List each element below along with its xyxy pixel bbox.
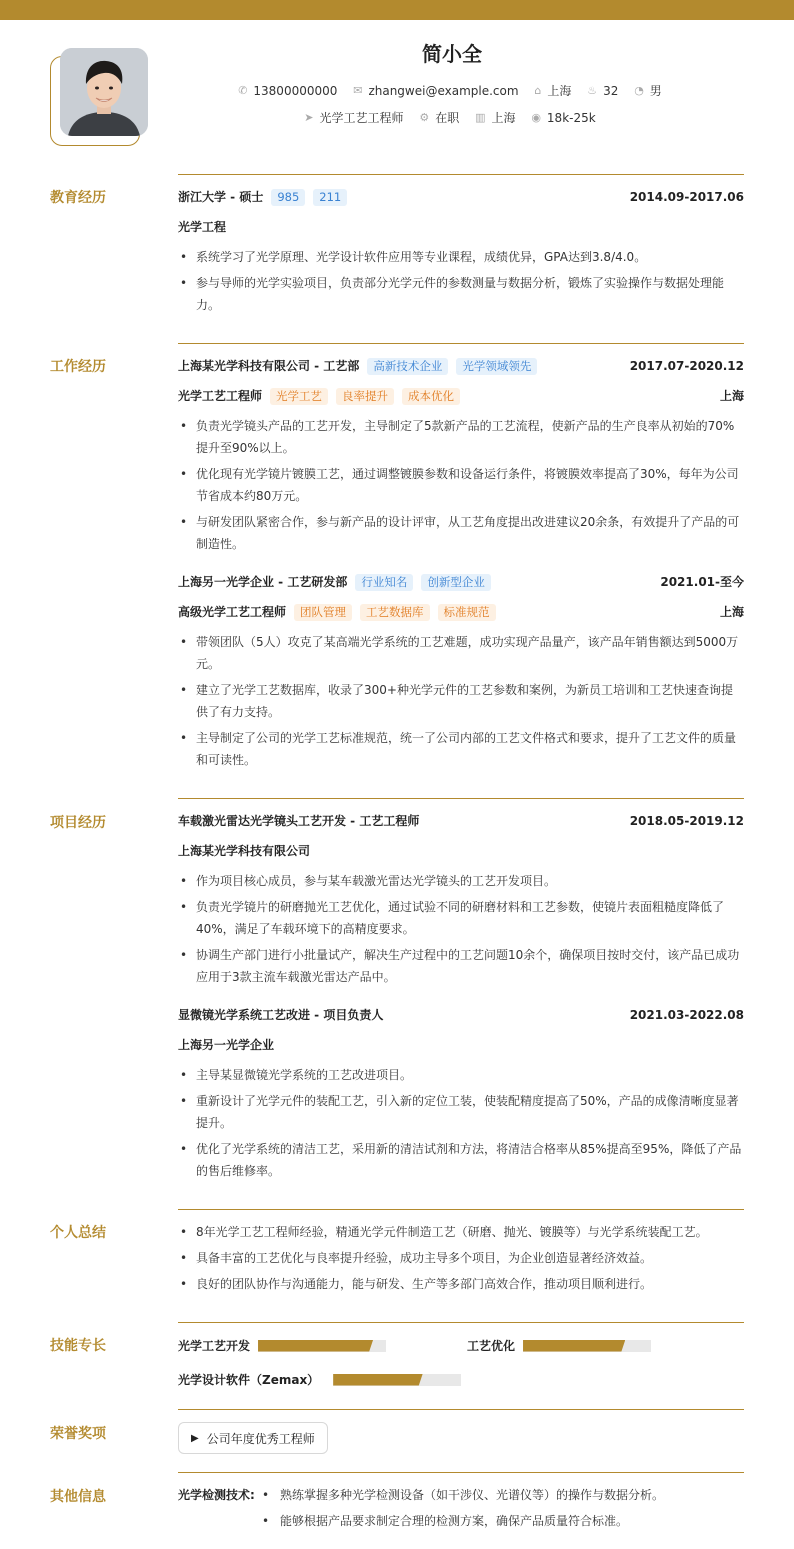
list-item: • 建立了光学工艺数据库，收录了300+种光学元件的工艺参数和案例，为新员工培训和工艺快速查询提供了有力支持。 bbox=[178, 679, 744, 723]
candidate-name: 简小全 bbox=[422, 42, 482, 66]
skill-tag: 工艺数据库 bbox=[360, 604, 430, 621]
home-icon: ⌂ bbox=[534, 84, 542, 97]
job-item bbox=[304, 109, 403, 126]
project-1-company bbox=[178, 842, 744, 860]
cake-icon: ♨ bbox=[587, 84, 598, 97]
email-text: zhangwei@example.com bbox=[368, 83, 519, 98]
skill-bar bbox=[523, 1340, 651, 1352]
list-item: • 带领团队（5人）攻克了某高端光学系统的工艺难题，成功实现产品量产，该产品年销售额达到5000万元。 bbox=[178, 631, 744, 675]
list-item: • 系统学习了光学原理、光学设计软件应用等专业课程，成绩优异，GPA达到3.8/4.0。 bbox=[178, 246, 744, 268]
skills-title: 技能专长 bbox=[50, 1338, 106, 1354]
target-city-text: 上海 bbox=[491, 111, 516, 125]
school-tag: 985 bbox=[271, 189, 305, 206]
education-divider bbox=[178, 174, 744, 175]
skill-bar-fill bbox=[333, 1374, 423, 1386]
target-city-item bbox=[475, 109, 515, 126]
skill-bar-fill bbox=[258, 1340, 373, 1352]
salary-item bbox=[531, 111, 595, 125]
skill-bar bbox=[333, 1374, 461, 1386]
salary-text: 18k-25k bbox=[546, 110, 596, 125]
work-2-title-row bbox=[178, 603, 744, 621]
skill-tag: 光学工艺 bbox=[270, 388, 328, 405]
skill-name: 光学工艺开发 bbox=[178, 1339, 251, 1353]
coin-icon: ◉ bbox=[531, 111, 541, 124]
list-item: • 参与导师的光学实验项目，负责部分光学元件的参数测量与数据分析，锻炼了实验操作与数据处理能力。 bbox=[178, 272, 744, 316]
skill-bar-fill bbox=[523, 1340, 625, 1352]
list-item: • 协调生产部门进行小批量试产，解决生产过程中的工艺问题10余个，确保项目按时交付，该产品已成功应用于3款主流车载激光雷达产品中。 bbox=[178, 944, 744, 988]
work-1-title-row bbox=[178, 387, 744, 405]
city-text: 上海 bbox=[547, 84, 572, 98]
work-period: 2021.01-至今 bbox=[660, 575, 744, 589]
skill-tag: 标准规范 bbox=[438, 604, 496, 621]
work-location: 上海 bbox=[719, 605, 744, 619]
company-tag: 光学领域领先 bbox=[456, 358, 537, 375]
email-item bbox=[353, 84, 518, 98]
work-title: 工作经历 bbox=[50, 359, 106, 375]
job-title: 光学工艺工程师 bbox=[178, 389, 263, 403]
gender-text: 男 bbox=[649, 84, 662, 98]
award-name: 公司年度优秀工程师 bbox=[206, 1431, 315, 1446]
project-period: 2018.05-2019.12 bbox=[629, 814, 744, 828]
mail-icon: ✉ bbox=[353, 84, 363, 97]
list-item: • 主导制定了公司的光学工艺标准规范，统一了公司内部的工艺文件格式和要求，提升了工艺文件的质量和可读性。 bbox=[178, 727, 744, 771]
phone-text: 13800000000 bbox=[253, 83, 338, 98]
send-icon: ➤ bbox=[304, 111, 314, 124]
status-text: 在职 bbox=[435, 111, 460, 125]
work-divider bbox=[178, 343, 744, 344]
skill-item bbox=[178, 1371, 461, 1388]
skill-name: 工艺优化 bbox=[467, 1339, 516, 1353]
honors-title: 荣誉奖项 bbox=[50, 1426, 106, 1442]
job-intent-row bbox=[150, 109, 750, 126]
list-item: • 熟练掌握多种光学检测设备（如干涉仪、光谱仪等）的操作与数据分析。 bbox=[262, 1486, 742, 1504]
project-company: 上海另一光学企业 bbox=[178, 1038, 275, 1052]
list-item: • 与研发团队紧密合作，参与新产品的设计评审，从工艺角度提出改进建议20余条，有效提升了产品的可制造性。 bbox=[178, 511, 744, 555]
skill-tag: 团队管理 bbox=[294, 604, 352, 621]
work-2-header bbox=[178, 573, 744, 591]
list-item: • 良好的团队协作与沟通能力，能与研发、生产等多部门高效合作，推动项目顺利进行。 bbox=[178, 1273, 744, 1295]
company-name: 上海某光学科技有限公司 - 工艺部 bbox=[178, 359, 360, 373]
skill-item bbox=[178, 1337, 386, 1354]
skill-item bbox=[467, 1337, 651, 1354]
project-1-header bbox=[178, 812, 744, 830]
city-item bbox=[534, 82, 571, 99]
project-company: 上海某光学科技有限公司 bbox=[178, 844, 311, 858]
skill-name: 光学设计软件（Zemax） bbox=[178, 1373, 320, 1387]
list-item: • 负责光学镜头产品的工艺开发，主导制定了5款新产品的工艺流程，使新产品的生产良率从初始的70%提升至90%以上。 bbox=[178, 415, 744, 459]
list-item: • 作为项目核心成员，参与某车载激光雷达光学镜头的工艺开发项目。 bbox=[178, 870, 744, 892]
project-period: 2021.03-2022.08 bbox=[629, 1008, 744, 1022]
list-item: • 负责光学镜片的研磨抛光工艺优化，通过试验不同的研磨材料和工艺参数，使镜片表面粗糙度降低了40%，满足了车载环境下的高精度要求。 bbox=[178, 896, 744, 940]
honors-divider bbox=[178, 1409, 744, 1410]
skill-tag: 良率提升 bbox=[336, 388, 394, 405]
project-title: 项目经历 bbox=[50, 815, 106, 831]
company-name: 上海另一光学企业 - 工艺研发部 bbox=[178, 575, 348, 589]
list-item: • 优化了光学系统的清洁工艺，采用新的清洁试剂和方法，将清洁合格率从85%提高至95%，降低了产品的售后维修率。 bbox=[178, 1138, 744, 1182]
award-badge bbox=[178, 1422, 328, 1454]
skill-bar bbox=[258, 1340, 386, 1352]
gender-item bbox=[634, 82, 662, 99]
job-text: 光学工艺工程师 bbox=[319, 111, 404, 125]
summary-divider bbox=[178, 1209, 744, 1210]
school-name: 浙江大学 - 硕士 bbox=[178, 190, 264, 204]
project-name: 显微镜光学系统工艺改进 - 项目负责人 bbox=[178, 1008, 384, 1022]
gear-icon: ⚙ bbox=[419, 111, 430, 124]
age-text: 32 bbox=[603, 83, 619, 98]
major-name: 光学工程 bbox=[178, 220, 227, 234]
gender-icon: ◔ bbox=[634, 84, 644, 97]
work-location: 上海 bbox=[719, 389, 744, 403]
education-period: 2014.09-2017.06 bbox=[629, 190, 744, 204]
list-item: • 主导某显微镜光学系统的工艺改进项目。 bbox=[178, 1064, 744, 1086]
list-item: • 优化现有光学镜片镀膜工艺，通过调整镀膜参数和设备运行条件，将镀膜效率提高了30%，每年为公司节省成本约80万元。 bbox=[178, 463, 744, 507]
other-divider bbox=[178, 1472, 744, 1473]
list-item: • 具备丰富的工艺优化与良率提升经验，成功主导多个项目，为企业创造显著经济效益。 bbox=[178, 1247, 744, 1269]
summary-title: 个人总结 bbox=[50, 1225, 106, 1241]
project-divider bbox=[178, 798, 744, 799]
list-item: • 能够根据产品要求制定合理的检测方案，确保产品质量符合标准。 bbox=[262, 1512, 742, 1530]
school-tag: 211 bbox=[313, 189, 347, 206]
job-title: 高级光学工艺工程师 bbox=[178, 605, 287, 619]
company-tag: 创新型企业 bbox=[421, 574, 491, 591]
other-title: 其他信息 bbox=[50, 1489, 106, 1505]
age-item bbox=[587, 84, 618, 98]
skills-divider bbox=[178, 1322, 744, 1323]
list-item: • 8年光学工艺工程师经验，精通光学元件制造工艺（研磨、抛光、镀膜等）与光学系统装配工艺。 bbox=[178, 1221, 744, 1243]
work-period: 2017.07-2020.12 bbox=[629, 359, 744, 373]
project-name: 车载激光雷达光学镜头工艺开发 - 工艺工程师 bbox=[178, 814, 420, 828]
education-header bbox=[178, 188, 744, 206]
education-title: 教育经历 bbox=[50, 190, 106, 206]
company-tag: 行业知名 bbox=[355, 574, 413, 591]
list-item: • 重新设计了光学元件的装配工艺，引入新的定位工装，使装配精度提高了50%，产品的成像清晰度显著提升。 bbox=[178, 1090, 744, 1134]
phone-item bbox=[238, 84, 337, 98]
company-tag: 高新技术企业 bbox=[367, 358, 448, 375]
skill-tag: 成本优化 bbox=[402, 388, 460, 405]
top-accent-bar bbox=[0, 0, 794, 20]
project-2-header bbox=[178, 1006, 744, 1024]
other-label: 光学检测技术: bbox=[178, 1488, 255, 1502]
contact-row bbox=[150, 82, 750, 99]
phone-icon: ✆ bbox=[238, 84, 248, 97]
play-icon: ▶ bbox=[191, 1432, 199, 1444]
work-1-header bbox=[178, 357, 744, 375]
building-icon: ▥ bbox=[475, 111, 486, 124]
major-row bbox=[178, 218, 744, 236]
project-2-company bbox=[178, 1036, 744, 1054]
status-item bbox=[419, 109, 459, 126]
